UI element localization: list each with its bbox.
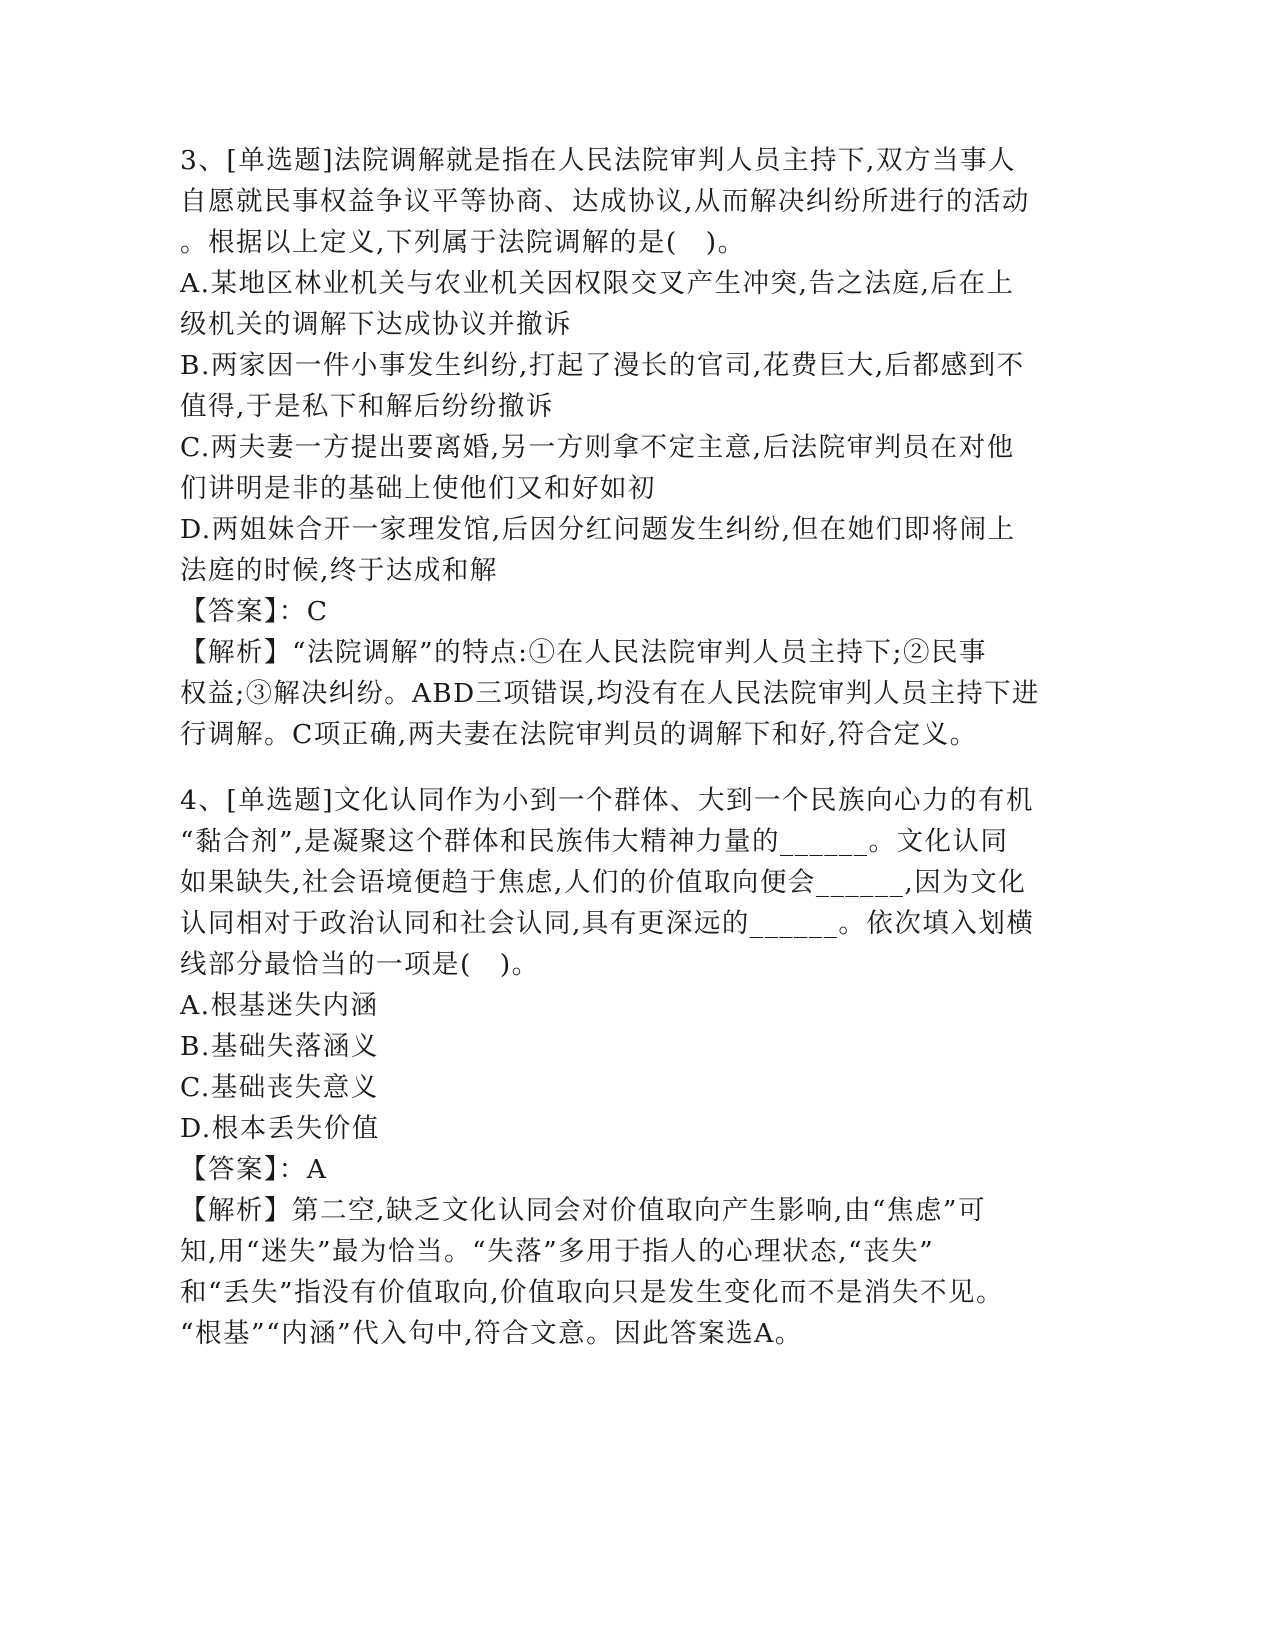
question-3-analysis: 【解析】“法院调解”的特点:①在人民法院审判人员主持下;②民事 — [180, 637, 987, 668]
question-4-stem-line: 认同相对于政治认同和社会认同,具有更深远的______。依次填入划横 — [180, 908, 1035, 939]
question-4-option-d: D.根本丢失价值 — [180, 1113, 380, 1144]
question-4-answer: 【答案】：A — [180, 1154, 328, 1185]
question-3-option-b: B.两家因一件小事发生纠纷,打起了漫长的官司,花费巨大,后都感到不 — [180, 350, 1025, 381]
question-3-option-d: 法庭的时候,终于达成和解 — [180, 555, 498, 586]
question-3-option-a: 级机关的调解下达成协议并撤诉 — [180, 309, 572, 340]
question-4-analysis: 【解析】第二空,缺乏文化认同会对价值取向产生影响,由“焦虑”可 — [180, 1195, 986, 1226]
question-4-analysis: “根基”“内涵”代入句中,符合文意。因此答案选A。 — [180, 1318, 803, 1349]
question-3-analysis: 权益;③解决纠纷。ABD三项错误,均没有在人民法院审判人员主持下进 — [180, 678, 1040, 709]
question-4-option-a: A.根基迷失内涵 — [180, 990, 379, 1021]
question-4-option-b: B.基础失落涵义 — [180, 1031, 379, 1062]
question-3-stem-line: 自愿就民事权益争议平等协商、达成协议,从而解决纠纷所进行的活动 — [180, 186, 1030, 217]
question-4-option-c: C.基础丧失意义 — [180, 1072, 379, 1103]
question-3-stem-line: 。根据以上定义,下列属于法院调解的是( )。 — [180, 227, 746, 258]
question-3-option-c: C.两夫妻一方提出要离婚,另一方则拿不定主意,后法院审判员在对他 — [180, 432, 1015, 463]
question-4-analysis: 知,用“迷失”最为恰当。“失落”多用于指人的心理状态,“丧失” — [180, 1236, 935, 1267]
question-3-option-a: A.某地区林业机关与农业机关因权限交叉产生冲突,告之法庭,后在上 — [180, 268, 1015, 299]
question-4-stem-line: 如果缺失,社会语境便趋于焦虑,人们的价值取向便会______,因为文化 — [180, 867, 1027, 898]
question-4-analysis: 和“丢失”指没有价值取向,价值取向只是发生变化而不是消失不见。 — [180, 1277, 1005, 1308]
question-3-option-c: 们讲明是非的基础上使他们又和好如初 — [180, 473, 656, 504]
question-3-stem-line: 3、[单选题]法院调解就是指在人民法院审判人员主持下,双方当事人 — [180, 145, 1016, 176]
question-3-analysis: 行调解。C项正确,两夫妻在法院审判员的调解下和好,符合定义。 — [180, 719, 978, 750]
question-3-option-b: 值得,于是私下和解后纷纷撤诉 — [180, 391, 554, 422]
question-3-answer: 【答案】：C — [180, 596, 329, 627]
question-3-option-d: D.两姐妹合开一家理发馆,后因分红问题发生纠纷,但在她们即将闹上 — [180, 514, 1016, 545]
question-4-stem-line: 线部分最恰当的一项是( )。 — [180, 949, 540, 980]
question-4-stem-line: “黏合剂”,是凝聚这个群体和民族伟大精神力量的______。文化认同 — [180, 826, 1009, 857]
question-4-stem-line: 4、[单选题]文化认同作为小到一个群体、大到一个民族向心力的有机 — [180, 785, 1035, 816]
